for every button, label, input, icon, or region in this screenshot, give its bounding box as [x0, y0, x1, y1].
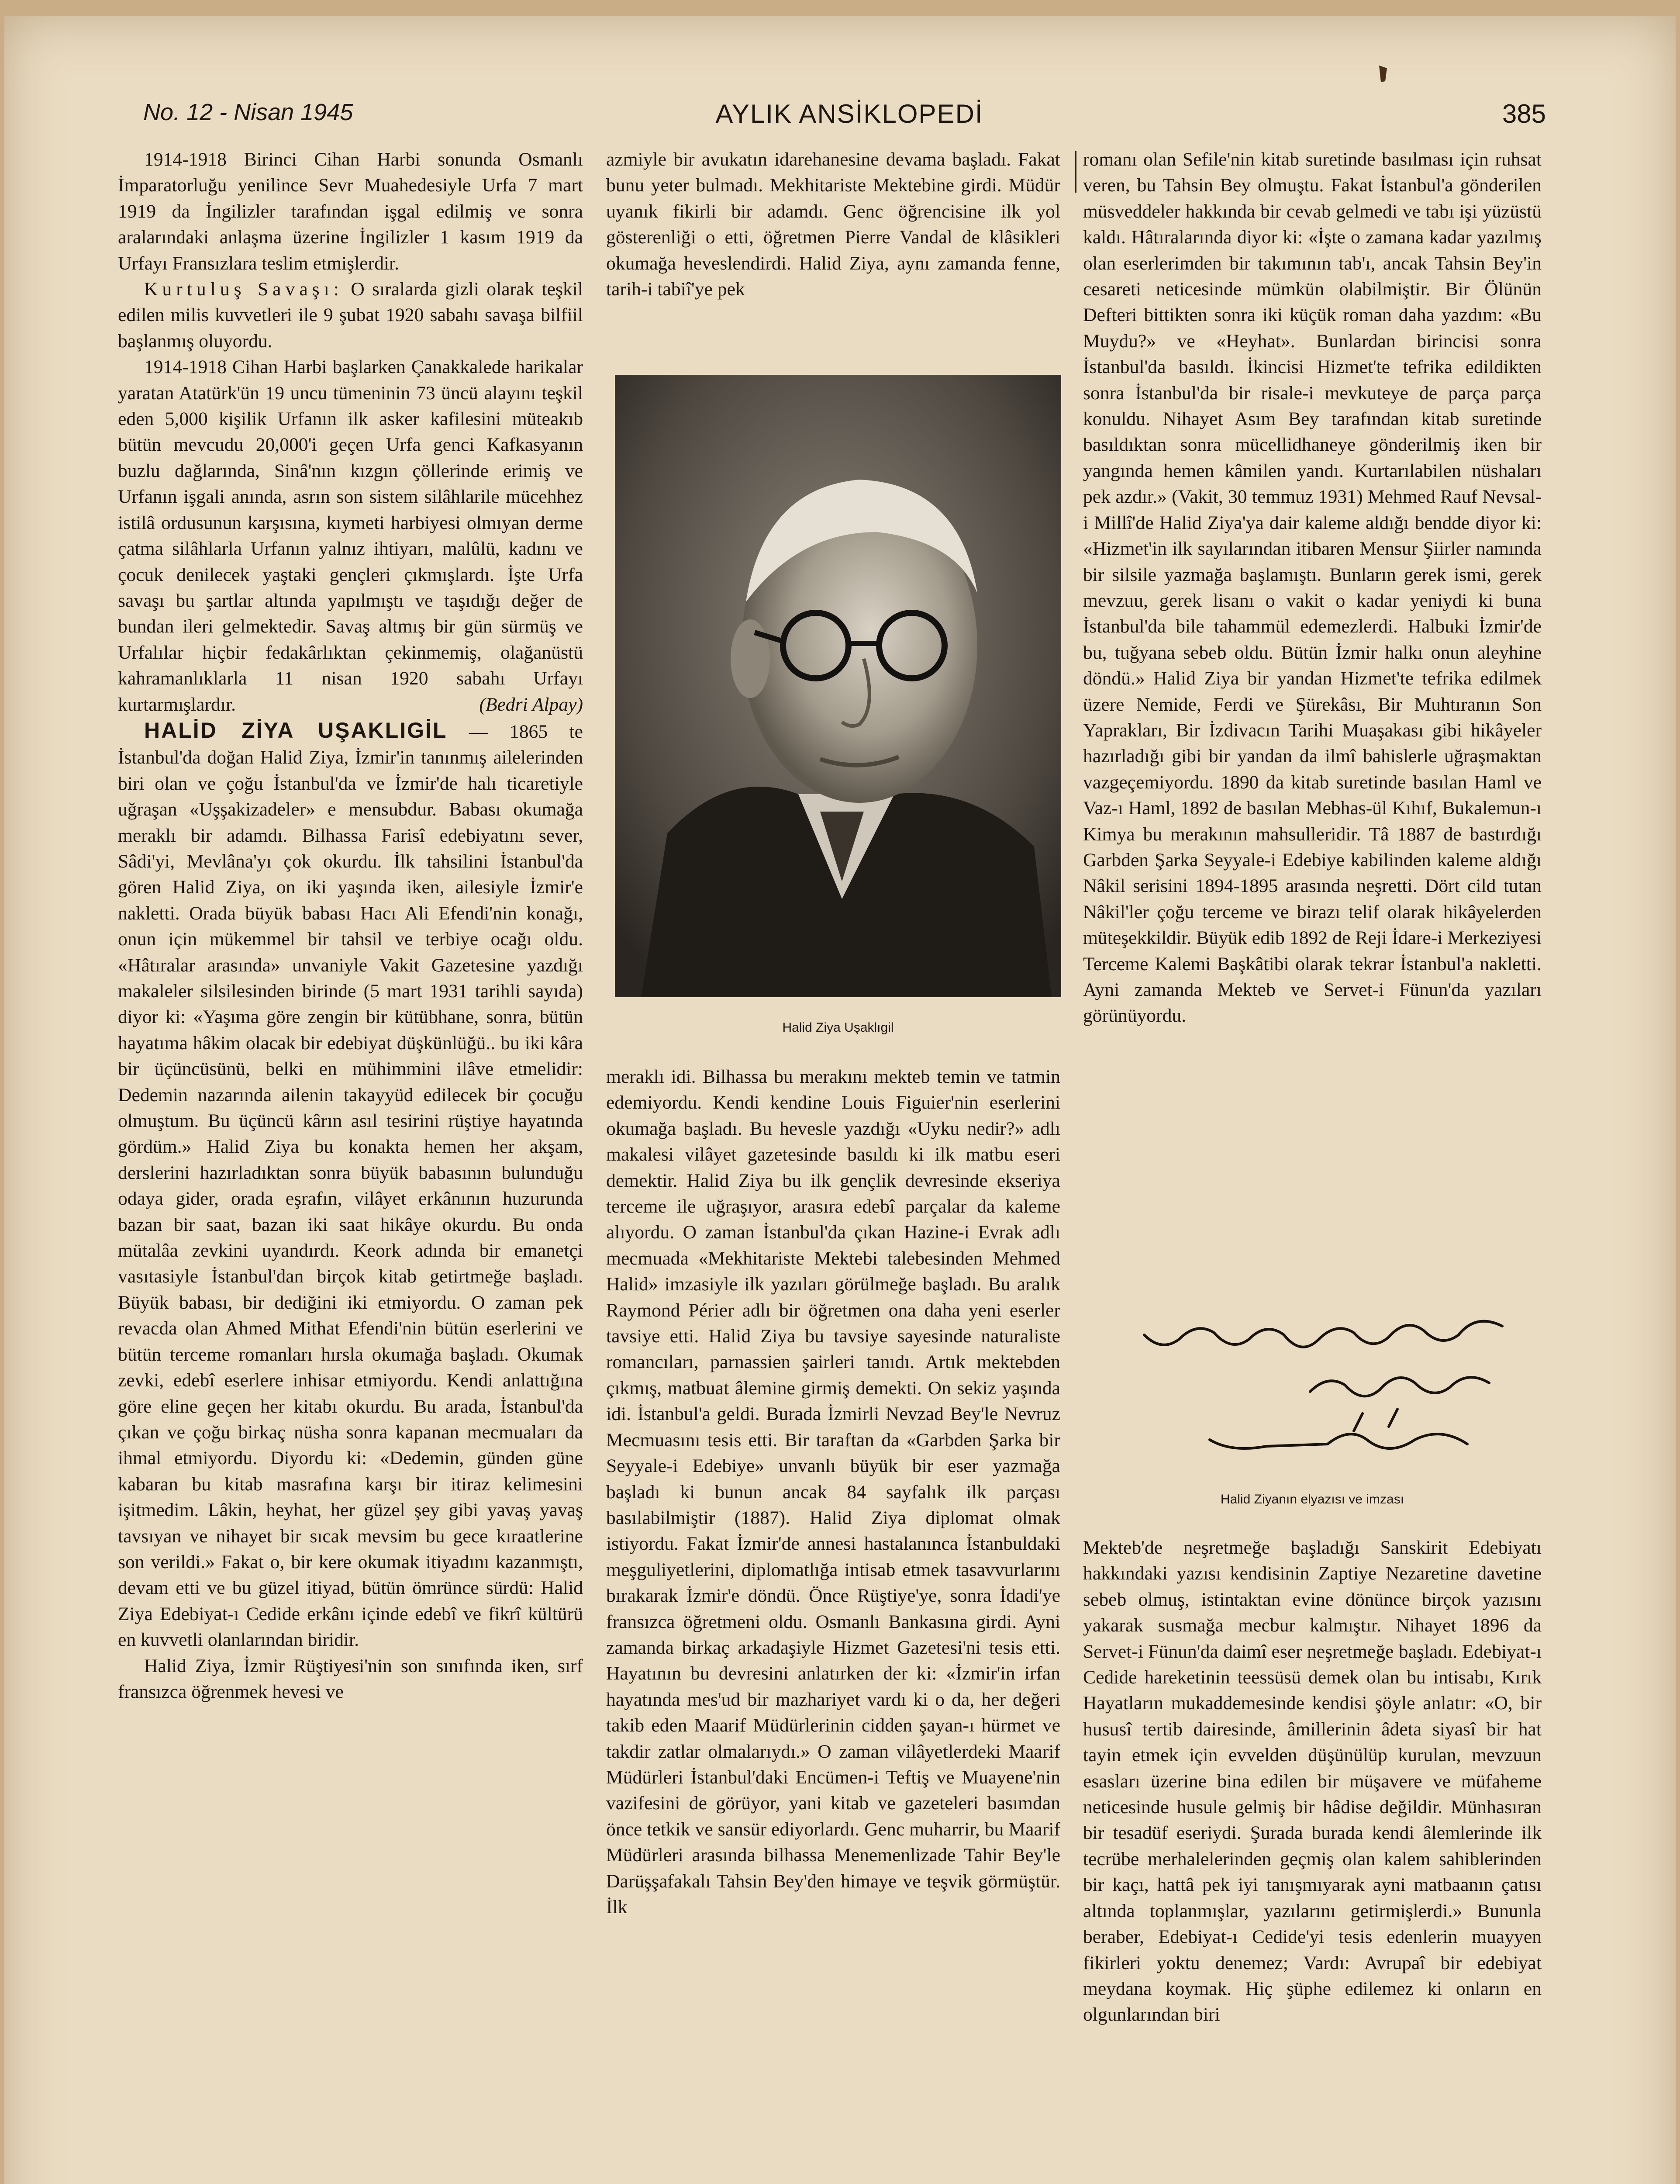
- column-left: [118, 147, 583, 1705]
- middle-bottom-text: meraklı idi. Bilhassa bu merakını mekteb temin ve tatmin edemiyordu. Kendi kendine Louis Figuier'nin eserlerini okumağa başladı. Bu hevesle yazdığı «Uyku nedir?» adlı makalesi vilâyet gazetesinde basıldı ki ilk matbu eseri demektir. Halid Ziya bu ilk gençlik devresinde ekseriya terceme ile uğraşıyor, arasıra edebî parçalar da kaleme alıyordu. O zaman İstanbul'da çıkan Hazine-i Evrak adlı mecmuada «Mekhitariste Mektebi talebesinden Mehmed Halid» imzasiyle ilk yazıları görülmeğe başladı. Bu aralık Raymond Périer adlı bir öğretmen ona daha yeni eserler tavsiye etti. Halid Ziya bu tavsiye sayesinde naturaliste romancıları, parnassien şairleri tanıdı. Artık mektebden çıkmış, matbuat âlemine girmiş demekti. On sekiz yaşında idi. İstanbul'a geldi. Burada İzmirli Nevzad Bey'le Nevruz Mecmuasını tesis etti. Bir taraftan da «Garbden Şarka bir Seyyale-i Edebiye» unvanlı büyük bir eser yazmağa başladı ki bunun ancak 84 sayfalık ilk parçası basılabilmiştir (1887). Halid Ziya diplomat olmak istiyordu. Fakat İzmir'de annesi hastalanınca İstanbuldaki meşguliyetlerini, diplomatlığa intisab etmek tasavvurlarını bırakarak İzmir'e döndü. Önce Rüştiye'ye, sonra İdadi'ye fransızca öğretmeni oldu. Osmanlı Bankasına girdi. Ayni zamanda birkaç arkadaşiyle Hizmet Gazetesi'ni tesis etti. Hayatının bu devresini anlatırken der ki: «İzmir'in irfan hayatında mes'ud bir mazhariyet vardı ki o da, her değeri takib eden Maarif Müdürlerinin cidden şayan-ı hürmet ve takdir zatlar olmalarıydı.» O zaman vilâyetlerdeki Maarif Müdürleri İstanbul'daki Encümen-i Teftiş ve Muayene'nin vazifesini de görüyor, yani kitab ve gazeteleri basımdan önce tetkik ve sansür ediyorlardı. Genc muharrir, bu Maarif Müdürleri arasında bilhassa Menemenlizade Tahir Bey'le Darüşşafakalı Tahsin Bey'den himaye ve teşvik görmüştür. İlk: [606, 1066, 1060, 1918]
- article-intro: [118, 718, 583, 1653]
- column-divider: [1075, 151, 1076, 193]
- page-number: 385: [1502, 99, 1546, 128]
- handwriting-caption: Halid Ziyanın elyazısı ve imzası: [1220, 1492, 1404, 1507]
- section-label-kurtulus: Kurtuluş Savaşı:: [144, 279, 343, 300]
- right-top-text: romanı olan Sefile'nin kitab suretinde basılması için ruhsat veren, bu Tahsin Bey olmuştu. Fakat İstanbul'a gönderilen müsveddeler hakkında bir cevab gelmedi ve tabı işi yüzüstü kaldı. Hâtıralarında diyor ki: «İşte o zamana kadar yazılmış olan eserlerimden bir takımının tab'ı, ancak Tahsin Bey'in cesareti neticesinde mümkün olabilmiştir. Bir Ölünün Defteri bittikten sonra iki küçük roman daha yazdım: «Bu Muydu?» ve «Heyhat». Bunlardan birincisi sonra İstanbul'da basıldı. İkincisi Hizmet'te tefrika edildikten sonra İstanbul'da bir risale-i mevkuteye de parça parça konuldu. Nihayet Asım Bey tarafından kitab suretinde basıldıktan sonra mücellidhaneye gönderilmiş iken bir yangında hemen kâmilen yandı. Kurtarılabilen nüshaları pek azdır.» (Vakit, 30 temmuz 1931) Mehmed Rauf Nevsal-i Millî'de Halid Ziya'ya dair kaleme aldığı bendde diyor ki: «Hizmet'in ilk sayılarından itibaren Mensur Şiirler namında bir silsile yazmağa başlamıştı. Bunların gerek ismi, gerek mevzuu, gerek lisanı o vakit o kadar yeniydi ki buna İstanbul'da bile tahammül edemezlerdi. Halbuki İzmir'de bu, tuğyana sebeb oldu. Bütün İzmir halkı onun aleyhine döndü.» Halid Ziya bir yandan Hizmet'te tefrika edilmek üzere Nemide, Ferdi ve Şürekâsı, Bir Muhtıranın Son Yaprakları, Bir İzdivacın Tarihi Muaşakası gibi hikâyeler hazırladığı gibi bir yandan da ilmî bahislerle uğraşmaktan vazgeçemiyordu. 1890 da kitab suretinde basılan Haml ve Vaz-ı Haml, 1892 de basılan Mebhas-ül Kıhıf, Bukalemun-ı Kimya bu merakının mahsulleridir. Tâ 1887 de bastırdığı Garbden Şarka Seyyale-i Edebiye kabilinden kaleme aldığı Nâkil serisini 1894-1895 arasında neşretti. Dört cild tutan Nâkil'ler çoğu terceme ve birazı telif olarak hikâyelerden müteşekkildir. Büyük edib 1892 de Reji İdare-i Merkeziyesi Terceme Kalemi Başkâtibi olarak tekrar İstanbul'a nakletti. Ayni zamanda Mekteb ve Servet-i Fünun'da yazıları görünüyordu.: [1083, 149, 1542, 1026]
- middle-top-text: azmiyle bir avukatın idarehanesine devama başladı. Fakat bunu yeter bulmadı. Mekhitariste Mektebine girdi. Müdür uyanık fikirli bir adamdı. Genc öğrencisine ilk yol gösterenliği o etti, öğretmen Pierre Vandal de klâsikleri okumağa heveslendirdi. Halid Ziya, aynı zamanda fenne, tarih-i tabiî'ye pek: [606, 149, 1060, 300]
- column-right-top: [1083, 147, 1542, 1029]
- issue-info: No. 12 - Nisan 1945: [143, 99, 353, 125]
- column-middle-top: [606, 147, 1060, 302]
- right-bottom-text: Mekteb'de neşretmeğe başladığı Sanskirit Edebiyatı hakkındaki yazısı kendisinin Zaptiye Nezaretine davetine sebeb olmuş, istintaktan evine dönünce birçok yazısını yakarak susmağa mecbur kalmıştır. Nihayet 1896 da Servet-i Fünun'da daimî eser neşretmeğe başladı. Edebiyat-ı Cedide hareketinin teessüsü demek olan bu intisabı, Kırık Hayatların mukaddemesinde kendisi şöyle anlatır: «O, bir hususî tertib dairesinde, âmillerinin âdeta siyasî bir hat tayin etmek için evvelden düşünülüp kurulan, mevzuun esasları üzerine bina edilen bir müşavere ve müfaheme neticesinde husule gelmiş bir hâdise değildir. Münhasıran bir tesadüf eseriydi. Şurada burada kendi âlemlerinde ilk tecrübe merhalelerinden geçmiş olan kalem sahiblerinden bir kaçı, hattâ pek iyi tanışmıyarak ayni matbaanın çatısı altında toplanmışlar, yazılarını getirmişlerdi.» Bununla beraber, Edebiyat-ı Cedide'yi tesis edenlerin muayyen fikirleri yoktu denemez; Vardı: Avrupaî bir edebiyat meydana koymak. Hiç şüphe edilemez ki onların en olgunlarından biri: [1083, 1537, 1542, 2025]
- ink-mark-icon: [1376, 64, 1390, 84]
- article-intro-text: — 1865 te İstanbul'da doğan Halid Ziya, İzmir'in tanınmış ailelerinden biri olan ve çoğu İstanbul'da ve İzmir'de halı ticaretiyle uğraşan «Uşşakizadeler» e mensubdur. Babası okumağa meraklı bir adamdı. Bilhassa Farisî edebiyatını sever, Sâdi'yi, Mevlâna'yı çok okurdu. İlk tahsilini İstanbul'da gören Halid Ziya, on iki yaşında iken, ailesiyle İzmir'e nakletti. Orada büyük babası Hacı Ali Efendi'nin konağı, onun için mükemmel bir tahsil ve terbiye ocağı oldu. «Hâtıralar arasında» unvaniyle Vakit Gazetesine yazdığı makaleler silsilesinden birinde (5 mart 1931 tarihli sayıda) diyor ki: «Yaşıma göre zengin bir kütübhane, sonra, bütün hayatıma hâkim olacak bir edebiyat düşkünlüğü.. bu iki kâra bir üçüncüsünü, belki en mühimmini ilâve etmelidir: Dedemin nazarında ailenin takayyüd edilecek bir çocuğu olmuştum. Bu üçüncü kârın asıl tesirini rüştiye hayatında gördüm.» Halid Ziya bu konakta hemen her akşam, derslerini hazırladıktan sonra büyük babasının bulunduğu odaya gider, orada eşrafın, vilâyet erkânının huzurunda bazan bir saat, bazan iki saat hikâye okurdu. Bu onda mütalâa zevkini uyandırdı. Keork adında bir emanetçi vasıtasiyle İstanbul'dan birçok kitab getirtmeğe başladı. Büyük babası, bir dediğini iki etmiyordu. O zaman pek revacda olan Ahmed Mithat Efendi'nin bütün eserlerini ve bütün terceme romanları hırsla okumağa başladı. Okumak zevki, edebî eserlere inhisar etmiyordu. Kendi anlattığına göre eline geçen her kitabı okurdu. Bu arada, İstanbul'da çıkan ve çoğu birkaç nüsha sonra kapanan mecmuaları da ihmal etmiyordu. Diyordu ki: «Dedemin, günden güne kabaran bu kitab masrafına karşı bir itiraz kelimesini işitmedim. Lâkin, heyhat, her güzel şey gibi yavaş yavaş tavsıyan ve nihayet bir sıcak mevsim bu gece kıraatlerine son verildi.» Fakat o, bir kere okumak itiyadını kazanmıştı, devam etti ve bu güzel itiyad, bütün ömrünce sürdü: Halid Ziya Edebiyat-ı Cedide erkânı içinde edebî ve fikrî kültürü en kuvvetli olanlarından biridir.: [118, 721, 583, 1651]
- portrait-photo: [615, 375, 1061, 997]
- article-paragraph-5: Halid Ziya, İzmir Rüştiyesi'nin son sınıfında iken, sırf fransızca öğrenmek hevesi ve: [118, 1655, 583, 1702]
- column-right-bottom: [1083, 1535, 1542, 2028]
- page-sheet: [4, 16, 1676, 2184]
- urfa-paragraph-2: [118, 276, 583, 354]
- urfa-paragraph-3-text: 1914-1918 Cihan Harbi başlarken Çanakkalede harikalar yaratan Atatürk'ün 19 uncu tümeninin 73 üncü alayını teşkil eden 5,000 kişilik Urfanın ilk asker kafilesini müteakıb bütün mevcudu 20,000'i geçen Urfa genci Kafkasyanın buzlu dağlarında, Sinâ'nın kızgın çöllerinde erimiş ve Urfanın işgali anında, asrın son sistem silâhlarile mücehhez istilâ ordusunun karşısına, kıymeti harbiyesi olmıyan derme çatma silâhlarla Urfanın yalnız ihtiyarı, malûlü, kadını ve çocuk denilecek yaştaki gençleri çıkmışlardı. İşte Urfa savaşı bu şartlar altında yapılmıştı ve taşıdığı değer de bundan ileri gelmektedir. Savaş altmış bir gün sürmüş ve Urfalılar hiçbir fedakârlıktan çekinmemiş, olağanüstü kahramanlıklarla 11 nisan 1920 sabahı Urfayı kurtarmışlardır.: [118, 356, 583, 715]
- article-heading: HALİD ZİYA UŞAKLIGİL: [144, 718, 448, 743]
- urfa-paragraph-2-text: O sıralarda gizli olarak teşkil edilen milis kuvvetleri ile 9 şubat 1920 sabahı savaşa bilfiil başlanmış oluyordu.: [118, 279, 583, 352]
- publication-title: AYLIK ANSİKLOPEDİ: [715, 99, 983, 128]
- urfa-paragraph-1: 1914-1918 Birinci Cihan Harbi sonunda Osmanlı İmparatorluğu yenilince Sevr Muahedesiyle Urfa 7 mart 1919 da İngilizler tarafından işgal edilmiş ve sonra aralarındaki anlaşma üzerine İngilizler 1 kasım 1919 da Urfayı Fransızlara teslim etmişlerdir.: [118, 149, 583, 274]
- portrait-caption: Halid Ziya Uşaklıgil: [782, 1020, 894, 1035]
- urfa-paragraph-3: [118, 354, 583, 718]
- handwriting-image: [1083, 1296, 1542, 1488]
- column-middle-bottom: [606, 1064, 1060, 1920]
- author-signature: (Bedri Alpay): [479, 694, 583, 715]
